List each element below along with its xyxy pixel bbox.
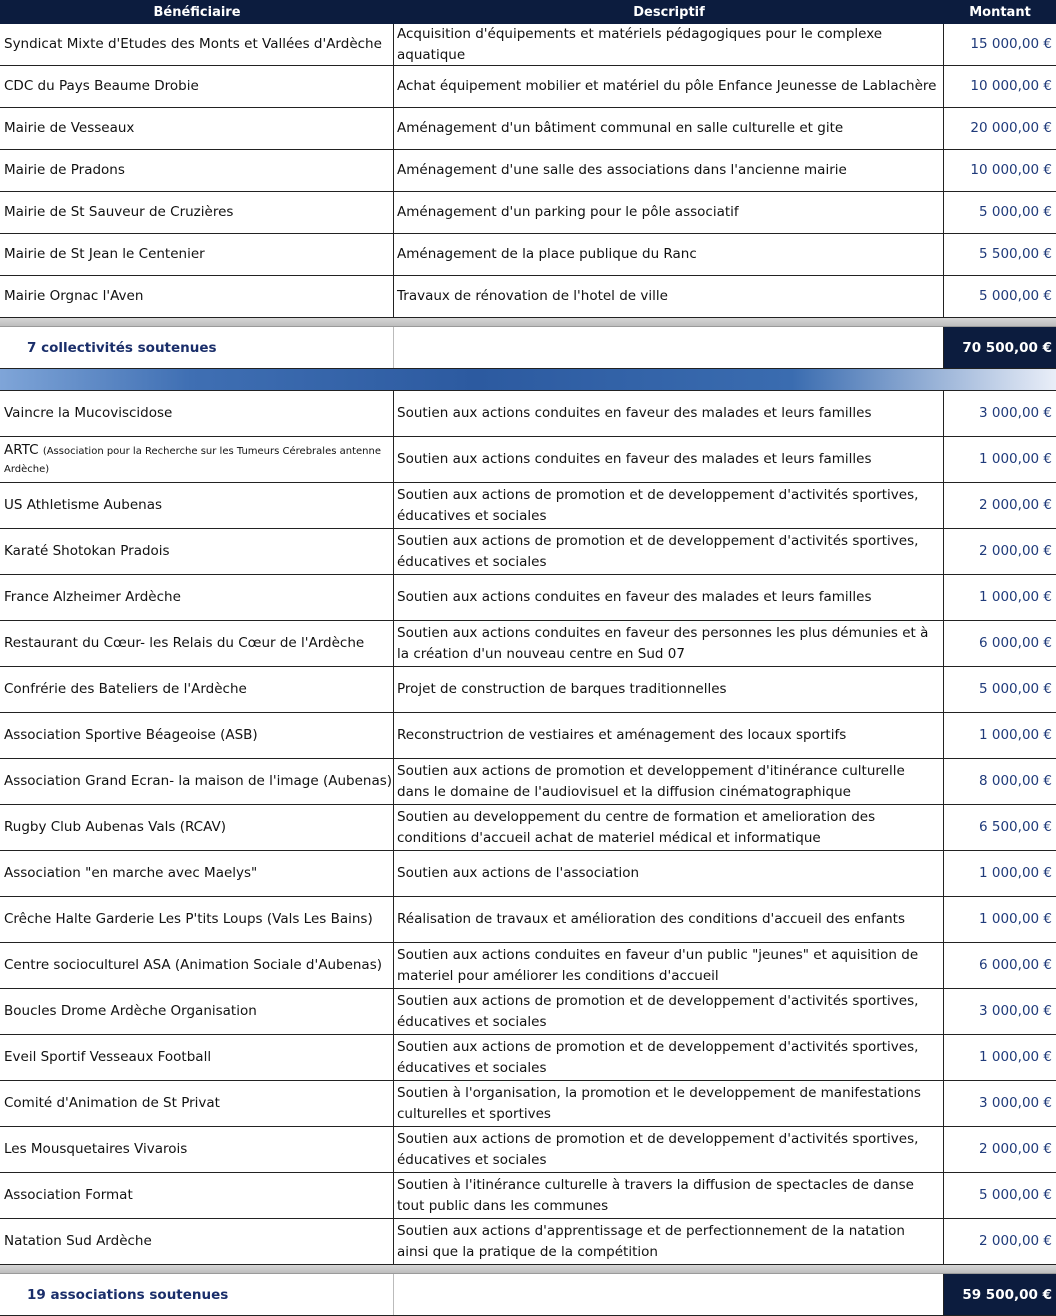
descriptif-cell: Soutien aux actions de l'association: [394, 851, 944, 896]
montant-cell: 1 000,00 €: [979, 865, 1052, 881]
table-row: [0, 1081, 1056, 1127]
table-row: [0, 759, 1056, 805]
descriptif-cell: Soutien aux actions de promotion et de developpement d'activités sportives, éducatives et sociales: [394, 483, 944, 528]
table-row: [0, 192, 1056, 234]
descriptif-cell: Soutien aux actions conduites en faveur des malades et leurs familles: [394, 391, 944, 436]
beneficiaire-cell: CDC du Pays Beaume Drobie: [0, 66, 394, 107]
summary-label: 7 collectivités soutenues: [0, 327, 394, 368]
montant-cell: 8 000,00 €: [979, 773, 1052, 789]
beneficiaire-cell: Eveil Sportif Vesseaux Football: [0, 1035, 394, 1080]
table-row: [0, 1035, 1056, 1081]
descriptif-cell: Soutien aux actions de promotion et de developpement d'activités sportives, éducatives et sociales: [394, 1127, 944, 1172]
table-row: [0, 1127, 1056, 1173]
table-row: [0, 276, 1056, 318]
descriptif-cell: Aménagement d'une salle des associations dans l'ancienne mairie: [394, 150, 944, 191]
collectivites-summary-row: [0, 327, 1056, 369]
beneficiaire-cell: Karaté Shotokan Pradois: [0, 529, 394, 574]
beneficiaire-cell: Comité d'Animation de St Privat: [0, 1081, 394, 1126]
beneficiaire-name: ARTC: [4, 441, 39, 458]
beneficiaire-cell: Vaincre la Mucoviscidose: [0, 391, 394, 436]
beneficiaire-cell: Mairie de Pradons: [0, 150, 394, 191]
descriptif-cell: Soutien aux actions de promotion et de developpement d'activités sportives, éducatives et sociales: [394, 989, 944, 1034]
beneficiaire-cell: Mairie de Vesseaux: [0, 108, 394, 149]
montant-cell: 6 000,00 €: [979, 635, 1052, 651]
descriptif-cell: Soutien aux actions de promotion et de developpement d'activités sportives, éducatives et sociales: [394, 1035, 944, 1080]
table-row: [0, 24, 1056, 66]
beneficiaire-cell: Association Grand Ecran- la maison de l'image (Aubenas): [0, 759, 394, 804]
descriptif-cell: Reconstructrion de vestiaires et aménagement des locaux sportifs: [394, 713, 944, 758]
descriptif-cell: Soutien aux actions conduites en faveur d'un public "jeunes" et aquisition de materiel pour améliorer les conditions d'accueil: [394, 943, 944, 988]
descriptif-cell: Soutien aux actions de promotion et developpement d'itinérance culturelle dans le domaine de l'audiovisuel et la diffusion cinématographique: [394, 759, 944, 804]
beneficiaire-cell: Syndicat Mixte d'Etudes des Monts et Vallées d'Ardèche: [0, 24, 394, 65]
beneficiaire-cell: Rugby Club Aubenas Vals (RCAV): [0, 805, 394, 850]
summary-spacer: [394, 1274, 944, 1315]
table-row: [0, 713, 1056, 759]
table-row: [0, 897, 1056, 943]
section-separator: [0, 1265, 1056, 1274]
collectivites-section: [0, 24, 1056, 318]
montant-cell: 2 000,00 €: [979, 1141, 1052, 1157]
beneficiaire-cell: Mairie Orgnac l'Aven: [0, 276, 394, 317]
beneficiaire-cell: France Alzheimer Ardèche: [0, 575, 394, 620]
descriptif-cell: Aménagement de la place publique du Ranc: [394, 234, 944, 275]
montant-cell: 1 000,00 €: [979, 727, 1052, 743]
table-row: [0, 575, 1056, 621]
montant-cell: 5 000,00 €: [979, 204, 1052, 220]
descriptif-cell: Soutien à l'organisation, la promotion et le developpement de manifestations culturelles et sportives: [394, 1081, 944, 1126]
beneficiaire-cell: Boucles Drome Ardèche Organisation: [0, 989, 394, 1034]
beneficiaire-cell: Association Sportive Béageoise (ASB): [0, 713, 394, 758]
montant-cell: 2 000,00 €: [979, 497, 1052, 513]
beneficiaire-cell: US Athletisme Aubenas: [0, 483, 394, 528]
montant-cell: 10 000,00 €: [970, 162, 1052, 178]
table-row: [0, 851, 1056, 897]
descriptif-cell: Aménagement d'un parking pour le pôle associatif: [394, 192, 944, 233]
descriptif-cell: Soutien aux actions conduites en faveur des malades et leurs familles: [394, 437, 944, 482]
associations-summary-row: [0, 1274, 1056, 1316]
beneficiaire-cell: Mairie de St Sauveur de Cruzières: [0, 192, 394, 233]
descriptif-cell: Travaux de rénovation de l'hotel de ville: [394, 276, 944, 317]
montant-cell: 2 000,00 €: [979, 543, 1052, 559]
beneficiaire-cell: Les Mousquetaires Vivarois: [0, 1127, 394, 1172]
montant-cell: 5 500,00 €: [979, 246, 1052, 262]
table-row: [0, 989, 1056, 1035]
montant-cell: 10 000,00 €: [970, 78, 1052, 94]
descriptif-cell: Soutien aux actions d'apprentissage et de perfectionnement de la natation ainsi que la pratique de la compétition: [394, 1219, 944, 1264]
table-row: [0, 108, 1056, 150]
header-beneficiaire: Bénéficiaire: [153, 4, 241, 20]
beneficiaire-cell: [0, 437, 394, 482]
descriptif-cell: Soutien aux actions conduites en faveur des personnes les plus démunies et à la création d'un nouveau centre en Sud 07: [394, 621, 944, 666]
summary-total: 70 500,00 €: [944, 327, 1056, 368]
montant-cell: 6 500,00 €: [979, 819, 1052, 835]
beneficiaire-cell: Centre socioculturel ASA (Animation Sociale d'Aubenas): [0, 943, 394, 988]
table-row: [0, 1173, 1056, 1219]
montant-cell: 2 000,00 €: [979, 1233, 1052, 1249]
descriptif-cell: Acquisition d'équipements et matériels pédagogiques pour le complexe aquatique: [394, 24, 944, 65]
beneficiaire-cell: Natation Sud Ardèche: [0, 1219, 394, 1264]
table-row: [0, 943, 1056, 989]
descriptif-cell: Soutien au developpement du centre de formation et amelioration des conditions d'accueil achat de materiel médical et informatique: [394, 805, 944, 850]
montant-cell: 5 000,00 €: [979, 681, 1052, 697]
header-descriptif: Descriptif: [633, 4, 705, 20]
beneficiaire-note: (Association pour la Recherche sur les Tumeurs Cérebrales antenne Ardèche): [4, 445, 381, 475]
section-divider-band: [0, 369, 1056, 391]
table-row: [0, 391, 1056, 437]
table-row: [0, 529, 1056, 575]
summary-label: 19 associations soutenues: [0, 1274, 394, 1315]
table-row: [0, 483, 1056, 529]
beneficiaire-cell: Association Format: [0, 1173, 394, 1218]
montant-cell: 1 000,00 €: [979, 1049, 1052, 1065]
section-separator: [0, 318, 1056, 327]
montant-cell: 5 000,00 €: [979, 288, 1052, 304]
montant-cell: 1 000,00 €: [979, 451, 1052, 467]
montant-cell: 15 000,00 €: [970, 36, 1052, 52]
montant-cell: 3 000,00 €: [979, 405, 1052, 421]
table-row: [0, 234, 1056, 276]
descriptif-cell: Achat équipement mobilier et matériel du pôle Enfance Jeunesse de Lablachère: [394, 66, 944, 107]
descriptif-cell: Soutien aux actions conduites en faveur des malades et leurs familles: [394, 575, 944, 620]
beneficiaire-cell: Confrérie des Bateliers de l'Ardèche: [0, 667, 394, 712]
descriptif-cell: Réalisation de travaux et amélioration des conditions d'accueil des enfants: [394, 897, 944, 942]
descriptif-cell: Soutien à l'itinérance culturelle à travers la diffusion de spectacles de danse tout public dans les communes: [394, 1173, 944, 1218]
table-row: [0, 66, 1056, 108]
associations-section: [0, 391, 1056, 1265]
montant-cell: 20 000,00 €: [970, 120, 1052, 136]
table-header: [0, 0, 1056, 24]
table-row: [0, 667, 1056, 713]
beneficiaire-cell: Crêche Halte Garderie Les P'tits Loups (Vals Les Bains): [0, 897, 394, 942]
summary-total: 59 500,00 €: [944, 1274, 1056, 1315]
descriptif-cell: Projet de construction de barques traditionnelles: [394, 667, 944, 712]
montant-cell: 1 000,00 €: [979, 911, 1052, 927]
montant-cell: 6 000,00 €: [979, 957, 1052, 973]
montant-cell: 3 000,00 €: [979, 1095, 1052, 1111]
table-row: [0, 437, 1056, 483]
table-row: [0, 150, 1056, 192]
header-montant: Montant: [969, 4, 1031, 20]
beneficiaire-cell: Association "en marche avec Maelys": [0, 851, 394, 896]
descriptif-cell: Soutien aux actions de promotion et de developpement d'activités sportives, éducatives et sociales: [394, 529, 944, 574]
summary-spacer: [394, 327, 944, 368]
descriptif-cell: Aménagement d'un bâtiment communal en salle culturelle et gite: [394, 108, 944, 149]
table-row: [0, 1219, 1056, 1265]
montant-cell: 5 000,00 €: [979, 1187, 1052, 1203]
table-row: [0, 621, 1056, 667]
beneficiaire-cell: Mairie de St Jean le Centenier: [0, 234, 394, 275]
table-row: [0, 805, 1056, 851]
beneficiaire-cell: Restaurant du Cœur- les Relais du Cœur de l'Ardèche: [0, 621, 394, 666]
montant-cell: 1 000,00 €: [979, 589, 1052, 605]
montant-cell: 3 000,00 €: [979, 1003, 1052, 1019]
